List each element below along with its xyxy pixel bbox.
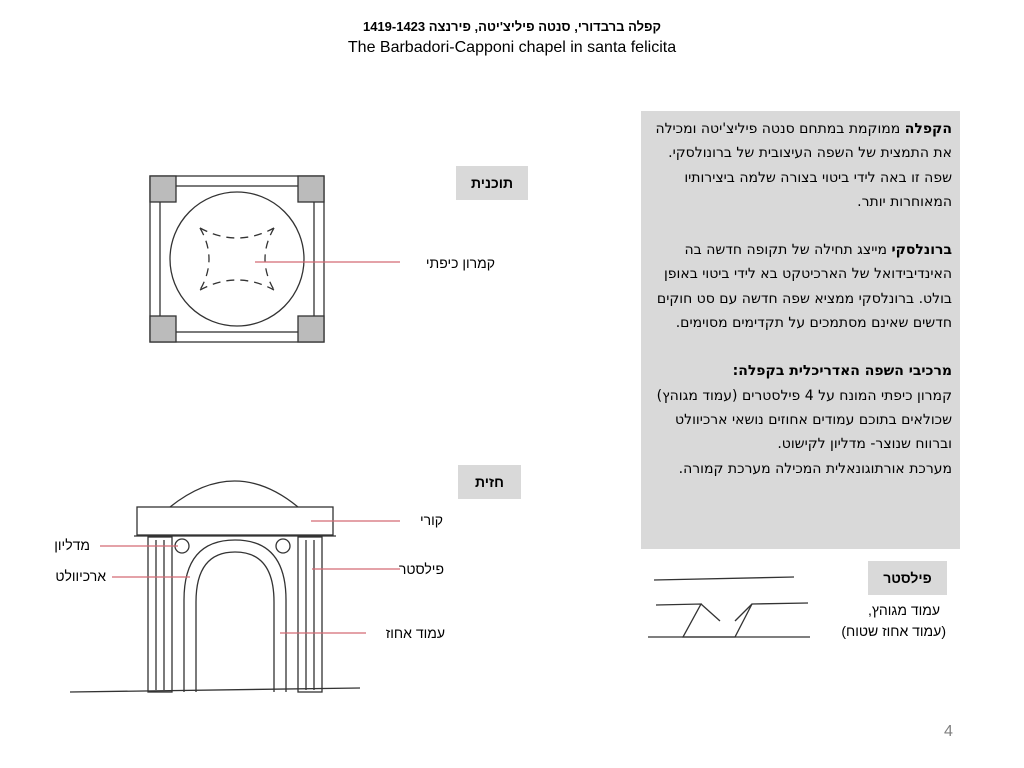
chapel-text: ממוקמת במתחם סנטה פיליצ'יטה ומכילה את התמצית של השפה העיצובית של ברונולסקי. שפה זו באה לידי ביטוי בצורה שלמה ביצירותיו המאוחרות יותר. — [655, 121, 952, 210]
elevation-sketch — [70, 481, 360, 692]
label-medallion: מדליון — [54, 537, 90, 553]
label-pilaster: פילסטר — [398, 561, 444, 577]
label-pilaster-desc-1: עמוד מגוהץ, — [867, 602, 940, 618]
label-archivolt: ארכיוולט — [55, 568, 106, 584]
orthogonal-text: מערכת אורתוגונאלית המכילה מערכת קמורה. — [678, 460, 952, 477]
label-column: עמוד אחוז — [385, 625, 445, 641]
title-hebrew: קפלה ברבדורי, סנטה פיליצ'יטה, פירנצה 1419-1423 — [362, 19, 662, 34]
brunelleschi-heading: ברונלסקי — [891, 242, 952, 259]
chapel-heading: הקפלה — [904, 121, 952, 137]
tag-pilaster: פילסטר — [868, 561, 947, 595]
plan-sketch — [150, 176, 324, 342]
tag-plan: תוכנית — [456, 166, 528, 200]
paragraph-brunelleschi — [649, 238, 952, 335]
paragraph-chapel — [649, 117, 952, 214]
description-textbox — [641, 111, 960, 549]
components-heading: מרכיבי השפה האדריכלית בקפלה: — [732, 363, 952, 380]
title-english: The Barbadori-Capponi chapel in santa felicita — [347, 39, 677, 56]
components-text: קמרון כיפתי המונח על 4 פילסטרים (עמוד מגוהץ) שכולאים בתוכם עמודים אחוזים נושאי ארכיוולט וברווח שנוצר- מדליון לקישוט. — [656, 387, 952, 453]
label-cornice: קורי — [419, 512, 443, 528]
label-dome: קמרון כיפתי — [425, 255, 495, 271]
brunelleschi-text: מייצג תחילה של תקופה חדשה בה האינדיבידואל של הארכיטקט בא לידי ביטוי באופן בולט. ברונלסקי ממציא שפה חדשה עם סט חוקים חדשים שאינם מסתמכים על תקדימים מסוימים. — [656, 242, 952, 332]
paragraph-components — [649, 359, 952, 480]
pilaster-sketch — [648, 577, 810, 637]
page-number: 4 — [944, 723, 953, 740]
label-pilaster-desc-2: (עמוד אחוז שטוח) — [841, 623, 946, 639]
tag-elevation: חזית — [458, 465, 521, 499]
